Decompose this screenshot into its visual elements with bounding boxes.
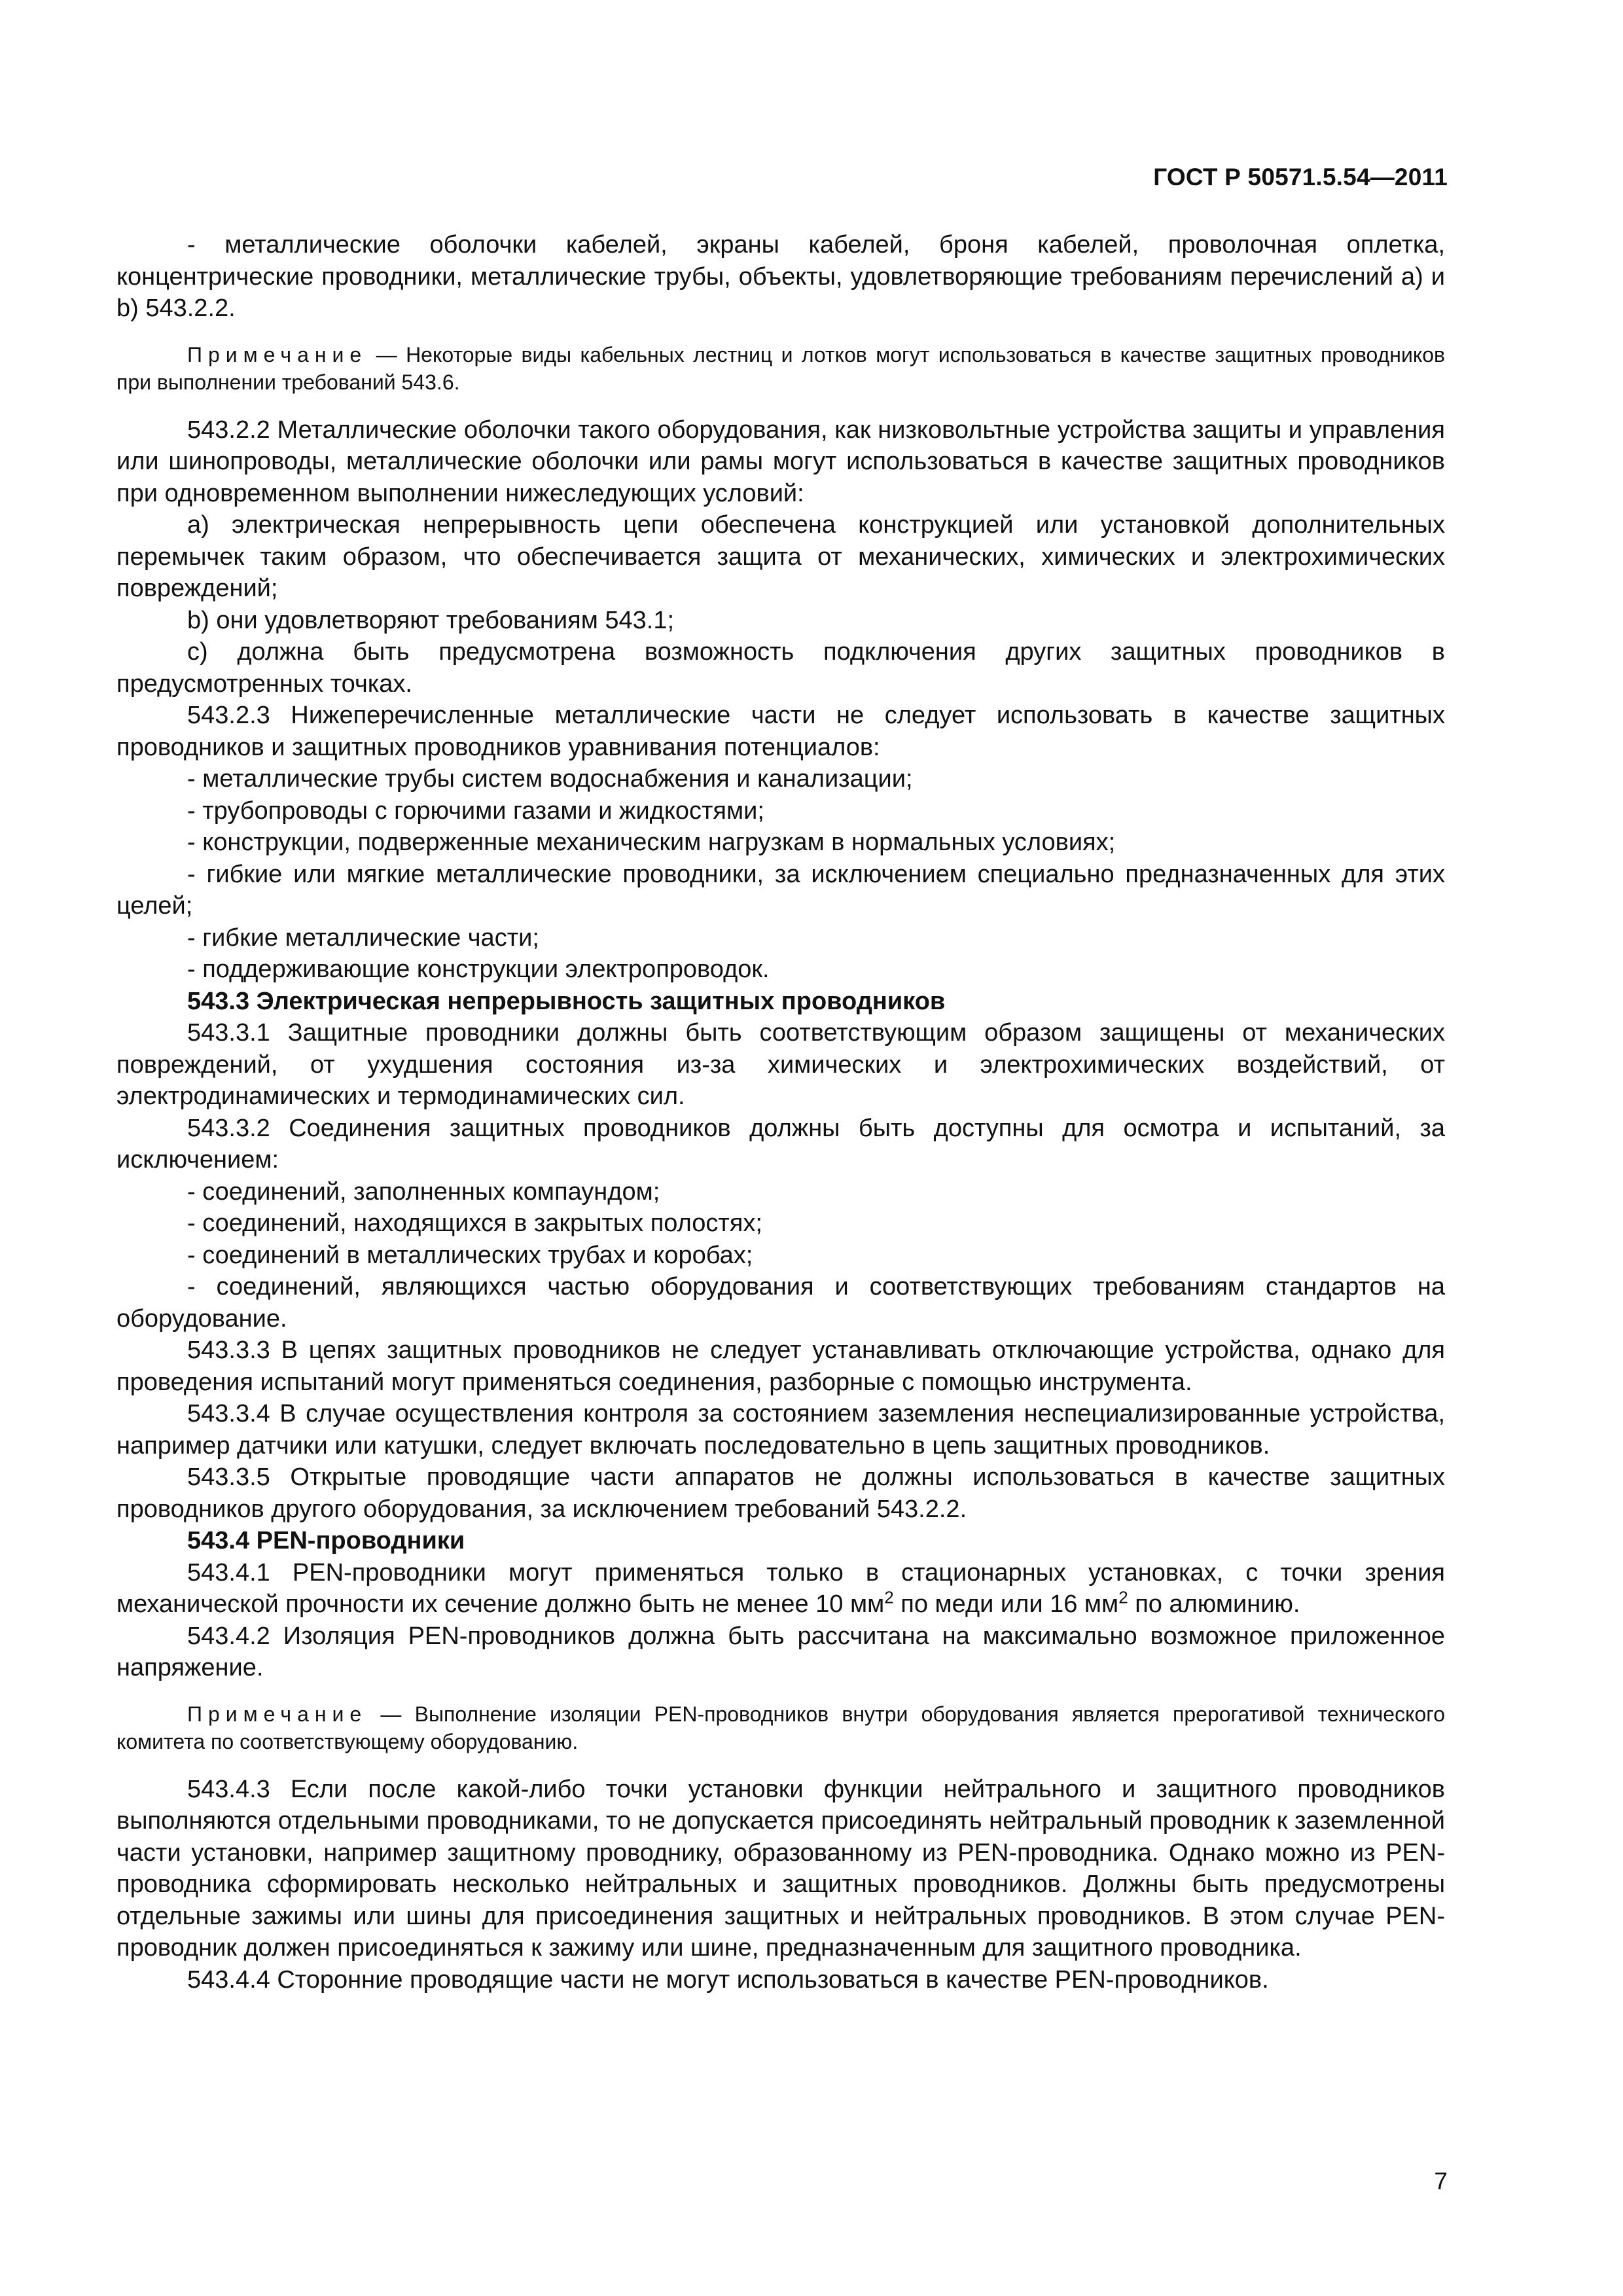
list-item: c) должна быть предусмотрена возможность подключения других защитных проводников в предусмотренных точках. xyxy=(116,638,1445,698)
paragraph: 543.2.3 Нижеперечисленные металлические части не следует использовать в качестве защитных проводников и защитных проводников уравнивания потенциалов: xyxy=(116,702,1445,761)
paragraph: 543.4.4 Сторонние проводящие части не могут использоваться в качестве PEN-проводников. xyxy=(187,1965,1269,1994)
note-text: — Некоторые виды кабельных лестниц и лотков могут использоваться в качестве защитных проводников при выполнении требований 543.6. xyxy=(116,342,1445,394)
note-label: Примечание xyxy=(187,342,368,367)
list-item: - соединений в металлических трубах и коробах; xyxy=(187,1241,753,1269)
text-part: по меди или 16 мм xyxy=(893,1590,1119,1618)
text-part: 543.4.1 PEN-проводники могут применяться только в стационарных установках, с точки зрения механической прочности их сечение должно быть не менее 10 мм xyxy=(116,1558,1445,1618)
list-item: b) они удовлетворяют требованиям 543.1; xyxy=(187,606,675,634)
list-item: - поддерживающие конструкции электропроводок. xyxy=(187,956,770,983)
superscript: 2 xyxy=(1118,1587,1128,1607)
paragraph: 543.3.4 В случае осуществления контроля за состоянием заземления неспециализированные устройства, например датчики или катушки, следует включать последовательно в цепь защитных проводников. xyxy=(116,1400,1445,1460)
list-item: a) электрическая непрерывность цепи обеспечена конструкцией или установкой дополнительных перемычек таким образом, что обеспечивается защита от механических, химических и электрохимических повреждений; xyxy=(116,511,1445,602)
list-item: - конструкции, подверженные механическим нагрузкам в нормальных условиях; xyxy=(187,829,1116,856)
paragraph: 543.3.2 Соединения защитных проводников должны быть доступны для осмотра и испытаний, за исключением: xyxy=(116,1114,1445,1174)
paragraph: 543.3.5 Открытые проводящие части аппаратов не должны использоваться в качестве защитных проводников другого оборудования, за исключением требований 543.2.2. xyxy=(116,1463,1445,1523)
document-code-header: ГОСТ Р 50571.5.54—2011 xyxy=(1153,164,1448,190)
list-item: - гибкие или мягкие металлические проводники, за исключением специально предназначенных для этих целей; xyxy=(116,860,1445,920)
paragraph: - металлические оболочки кабелей, экраны кабелей, броня кабелей, проволочная оплетка, концентрические проводники, металлические трубы, объекты, удовлетворяющие требованиям перечислений а) и b) 543.2.2. xyxy=(116,231,1445,322)
document-body xyxy=(116,229,1445,1996)
list-item: - соединений, являющихся частью оборудования и соответствующих требованиям стандартов на оборудование. xyxy=(116,1273,1445,1333)
paragraph: 543.3.1 Защитные проводники должны быть соответствующим образом защищены от механических повреждений, от ухудшения состояния из-за химических и электрохимических воздействий, от электродинамических и термодинамических сил. xyxy=(116,1019,1445,1110)
paragraph: 543.4.3 Если после какой-либо точки установки функции нейтрального и защитного проводников выполняются отдельными проводниками, то не допускается присоединять нейтральный проводник к заземленной части установки, например защитному проводнику, образованному из PEN-проводника. Однако можно из PEN-проводника сформировать несколько нейтральных и защитных проводников. Должны быть предусмотрены отдельные зажимы или шины для присоединения защитных и нейтральных проводников. В этом случае PEN-проводник должен присоединяться к зажиму или шине, предназначенным для защитного проводника. xyxy=(116,1775,1445,1962)
superscript: 2 xyxy=(884,1587,894,1607)
note-label: Примечание xyxy=(187,1702,368,1726)
list-item: - трубопроводы с горючими газами и жидкостями; xyxy=(187,797,764,825)
list-item: - гибкие металлические части; xyxy=(187,924,539,952)
list-item: - соединений, находящихся в закрытых полостях; xyxy=(187,1210,762,1237)
text-part: по алюминию. xyxy=(1128,1590,1300,1618)
note-1 xyxy=(116,341,1445,396)
page-number: 7 xyxy=(1434,2168,1448,2195)
note-text: — Выполнение изоляции PEN-проводников внутри оборудования является прерогативой технического комитета по соответствующему оборудованию. xyxy=(116,1702,1445,1753)
paragraph: 543.2.2 Металлические оболочки такого оборудования, как низковольтные устройства защиты и управления или шинопроводы, металлические оболочки или рамы могут использоваться в качестве защитных проводников при одновременном выполнении нижеследующих условий: xyxy=(116,416,1445,507)
section-heading-543-4: 543.4 PEN-проводники xyxy=(187,1527,465,1554)
paragraph: 543.4.2 Изоляция PEN-проводников должна быть рассчитана на максимально возможное приложенное напряжение. xyxy=(116,1622,1445,1681)
list-item: - металлические трубы систем водоснабжения и канализации; xyxy=(187,765,913,793)
list-item: - соединений, заполненных компаундом; xyxy=(187,1177,660,1206)
paragraph: 543.3.3 В цепях защитных проводников не следует устанавливать отключающие устройства, однако для проведения испытаний могут применяться соединения, разборные с помощью инструмента. xyxy=(116,1336,1445,1396)
section-heading-543-3: 543.3 Электрическая непрерывность защитных проводников xyxy=(187,987,946,1015)
note-2 xyxy=(116,1700,1445,1755)
paragraph-543-4-1 xyxy=(116,1557,1445,1621)
